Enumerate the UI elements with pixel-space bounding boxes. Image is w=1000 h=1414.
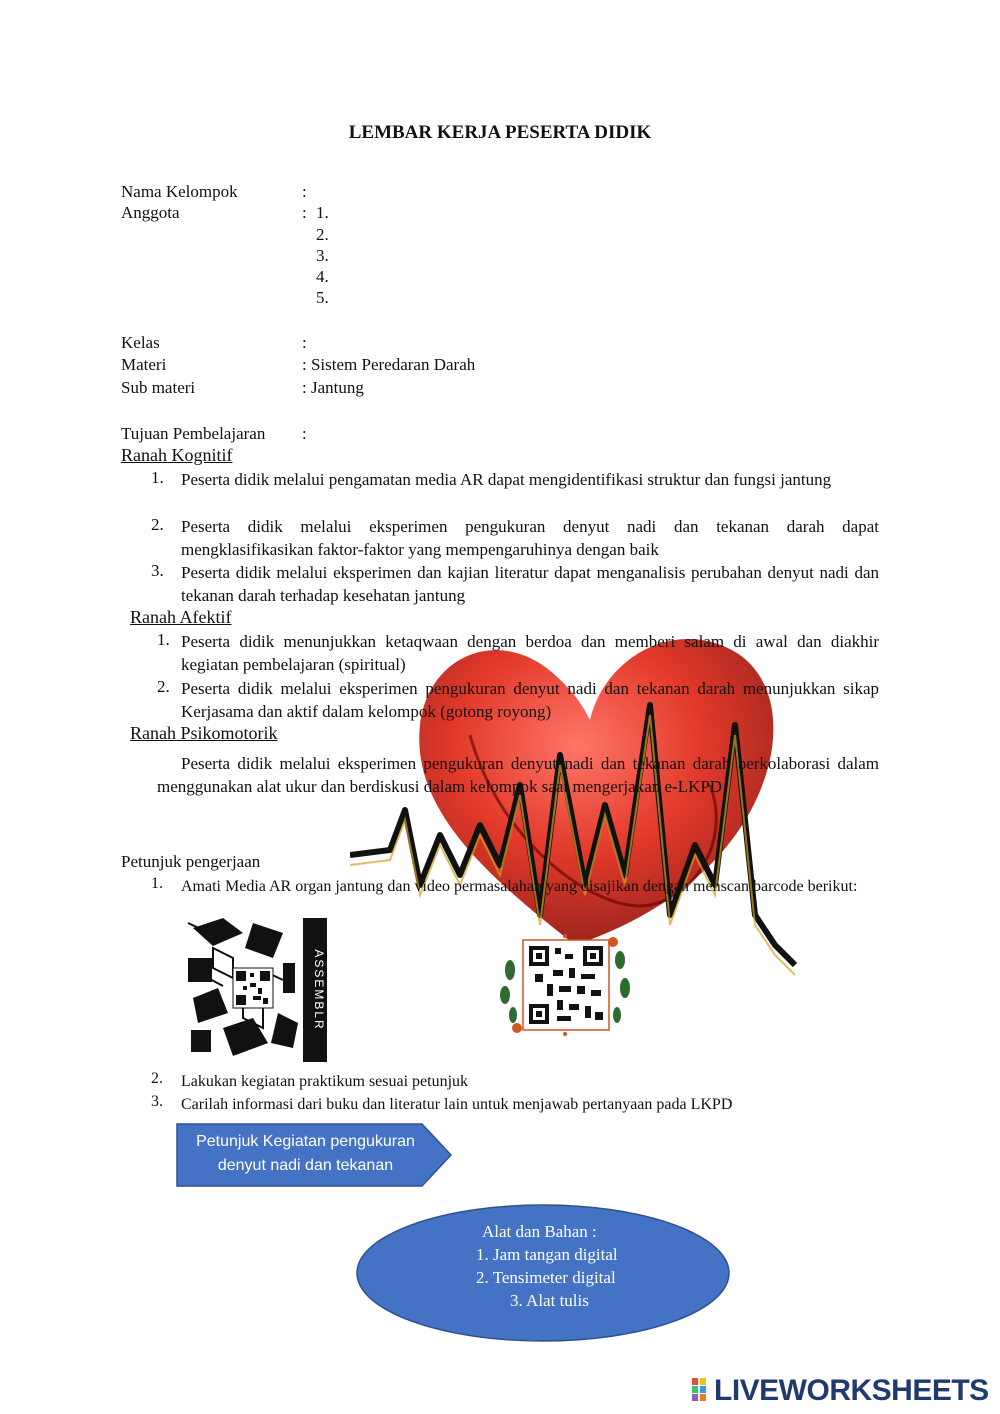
material-label: Materi xyxy=(121,355,167,374)
list-item: 2. Lakukan kegiatan praktikum sesuai petunjuk xyxy=(151,1070,469,1090)
list-item: 3. Carilah informasi dari buku dan literatur lain untuk menjawab pertanyaan pada LKPD xyxy=(151,1093,733,1113)
affective-heading: Ranah Afektif xyxy=(130,607,232,627)
member-number: 4. xyxy=(316,267,329,286)
group-name-colon: : xyxy=(302,182,307,201)
page-title: LEMBAR KERJA PESERTA DIDIK xyxy=(348,122,652,143)
list-item: 3. Peserta didik melalui eksperimen dan kajian literatur dapat menganalisis perubahan denyut nadi dan tekanan darah terhadap kesehatan jantung xyxy=(151,561,879,605)
list-item: 1. Peserta didik melalui pengamatan media AR dapat mengidentifikasi struktur dan fungsi jantung xyxy=(151,468,832,489)
activity-arrow-text: Petunjuk Kegiatan pengukuran denyut nadi dan tekanan xyxy=(196,1133,415,1174)
video-qr-code[interactable] xyxy=(495,930,635,1040)
tools-heading: Alat dan Bahan : xyxy=(482,1222,597,1241)
members-label: Anggota xyxy=(121,203,180,222)
class-colon: : xyxy=(302,333,307,352)
list-item: 2. Peserta didik melalui eksperimen pengukuran denyut nadi dan tekanan darah dapat mengklasifikasikan faktor-faktor yang mempengaruhinya dengan baik xyxy=(151,515,879,559)
member-number: 2. xyxy=(316,225,329,244)
tools-item: 2. Tensimeter digital xyxy=(476,1268,616,1287)
learning-goal-label: Tujuan Pembelajaran xyxy=(121,424,266,443)
assemblr-qr-card[interactable] xyxy=(183,918,327,1062)
tools-item: 1. Jam tangan digital xyxy=(476,1245,618,1264)
cognitive-heading: Ranah Kognitif xyxy=(121,445,233,465)
instructions-heading: Petunjuk pengerjaan xyxy=(121,852,261,871)
member-number: 3. xyxy=(316,246,329,265)
liveworksheets-watermark[interactable]: LIVEWORKSHEETS xyxy=(714,1374,989,1407)
assemblr-brand: ASSEMBLR xyxy=(312,949,326,1031)
class-label: Kelas xyxy=(121,333,160,352)
list-item: 2. Peserta didik melalui eksperimen pengukuran denyut nadi dan tekanan darah menunjukkan sikap Kerjasama dan aktif dalam kelompok (gotong royong) xyxy=(157,677,879,721)
member-number: 1. xyxy=(316,203,329,222)
tools-list xyxy=(410,1220,710,1312)
members-colon: : xyxy=(302,203,307,222)
liveworksheets-logo-icon xyxy=(692,1378,714,1402)
group-name-label: Nama Kelompok xyxy=(121,182,238,201)
material-value: : Sistem Peredaran Darah xyxy=(302,355,476,374)
tools-item: 3. Alat tulis xyxy=(510,1291,589,1310)
list-item: 1. Peserta didik menunjukkan ketaqwaan dengan berdoa dan memberi salam di awal dan diakhir kegiatan pembelajaran (spiritual) xyxy=(157,630,879,674)
submaterial-value: : Jantung xyxy=(302,378,364,397)
psychomotor-heading: Ranah Psikomotorik xyxy=(130,723,278,743)
submaterial-label: Sub materi xyxy=(121,378,196,397)
psychomotor-text: Peserta didik melalui eksperimen pengukuran denyut nadi dan tekanan darah berkolaborasi dalam menggunakan alat ukur dan berdiskusi dalam kelompok saat mengerjakan e-LKPD xyxy=(157,754,879,796)
list-item: 1. Amati Media AR organ jantung dan video permasalahan yang disajikan dengan menscan barcode berikut: xyxy=(151,875,858,895)
learning-goal-colon: : xyxy=(302,424,307,443)
member-number: 5. xyxy=(316,288,329,307)
